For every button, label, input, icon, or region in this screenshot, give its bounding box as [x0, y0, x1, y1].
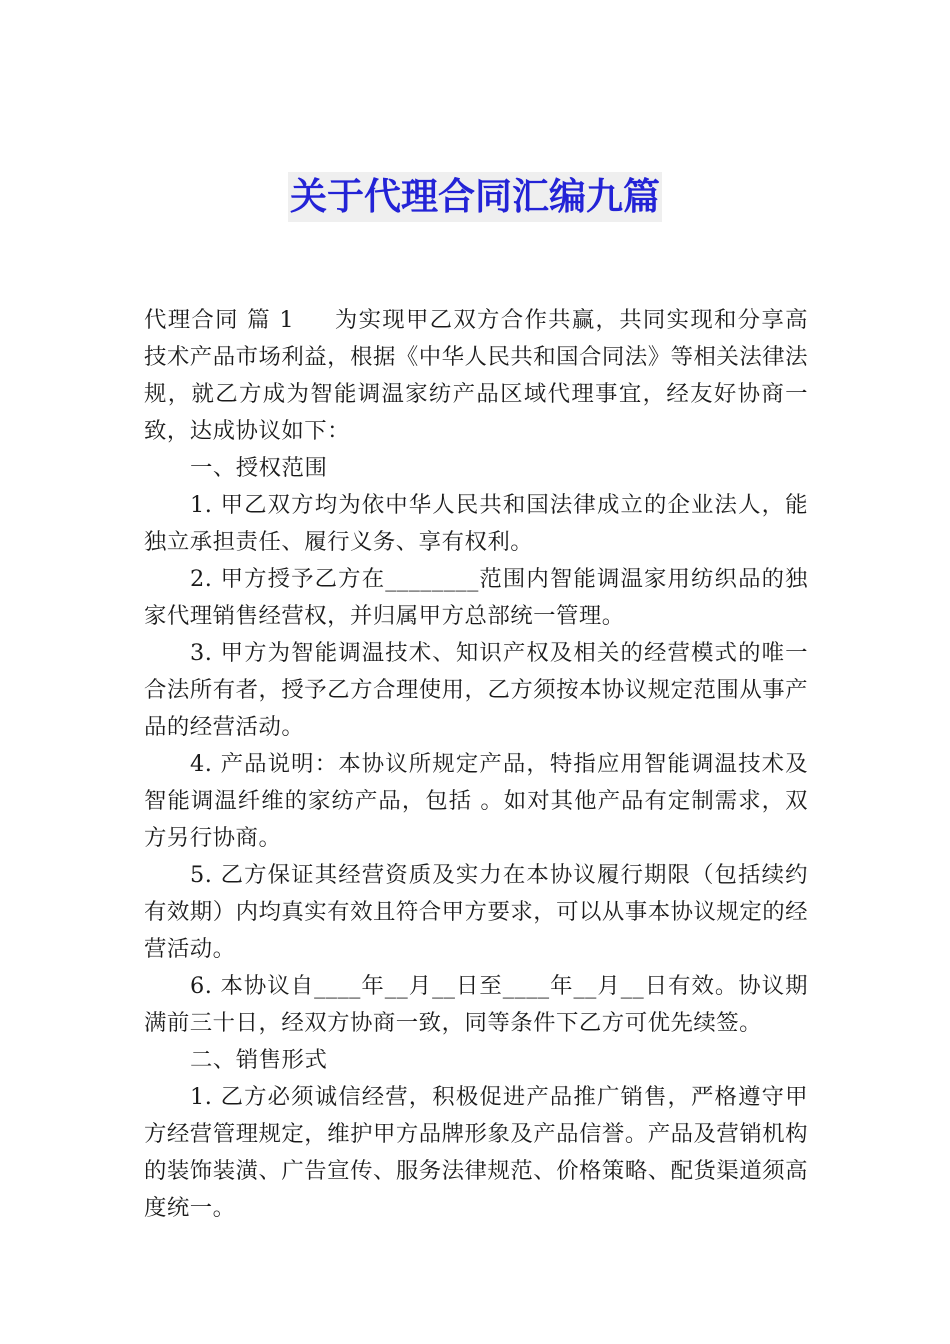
clause-1-6: 6. 本协议自____年__月__日至____年__月__日有效。协议期满前三十日，经双方协商一致，同等条件下乙方可优先续签。	[144, 973, 808, 1036]
section-heading-sales: 二、销售形式	[190, 1047, 328, 1073]
clause-1-5: 5. 乙方保证其经营资质及实力在本协议履行期限（包括续约有效期）内均真实有效且符合甲方要求，可以从事本协议规定的经营活动。	[144, 862, 808, 962]
section-heading-authorization: 一、授权范围	[190, 455, 328, 481]
clause-1-4: 4. 产品说明：本协议所规定产品，特指应用智能调温技术及智能调温纤维的家纺产品，包括 。如对其他产品有定制需求，双方另行协商。	[144, 751, 808, 851]
document-body	[144, 302, 808, 1227]
paragraph-text: 为实现甲乙双方合作共赢，共同实现和分享高技术产品市场利益，根据《中华人民共和国合同法》等相关法律法规，就乙方成为智能调温家纺产品区域代理事宜，经友好协商一致，达成协议如下：	[144, 307, 809, 444]
clause-1-3: 3. 甲方为智能调温技术、知识产权及相关的经营模式的唯一合法所有者，授予乙方合理使用，乙方须按本协议规定范围从事产品的经营活动。	[144, 640, 808, 740]
paragraph-1	[144, 302, 808, 450]
clause-1-1: 1. 甲乙双方均为依中华人民共和国法律成立的企业法人，能独立承担责任、履行义务、享有权利。	[144, 492, 808, 555]
title-container	[0, 172, 950, 222]
document-title: 关于代理合同汇编九篇	[288, 172, 662, 222]
clause-2-1: 1. 乙方必须诚信经营，积极促进产品推广销售，严格遵守甲方经营管理规定，维护甲方品牌形象及产品信誉。产品及营销机构的装饰装潢、广告宣传、服务法律规范、价格策略、配货渠道须高度统一。	[144, 1084, 808, 1221]
section-label: 代理合同 篇 1	[144, 307, 295, 333]
clause-1-2: 2. 甲方授予乙方在________范围内智能调温家用纺织品的独家代理销售经营权，并归属甲方总部统一管理。	[144, 566, 808, 629]
